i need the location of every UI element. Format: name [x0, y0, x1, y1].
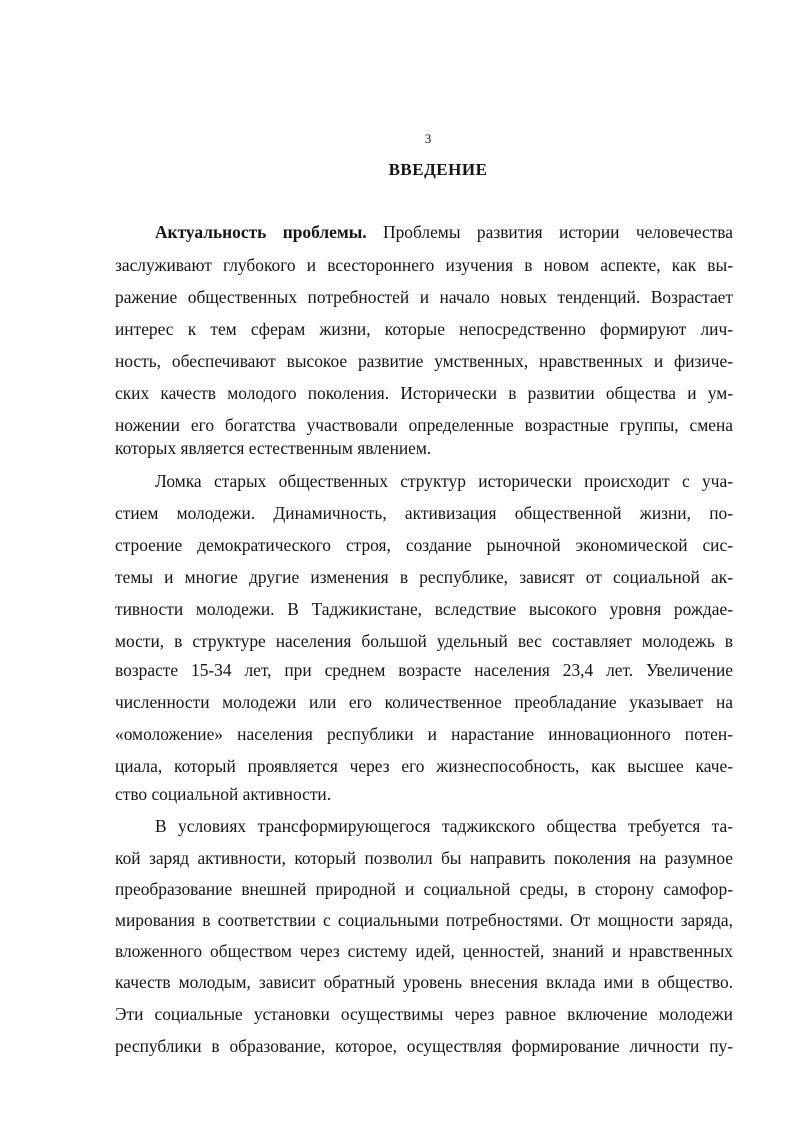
paragraph-1-line: интерес к тем сферам жизни, которые непосредственно формируют лич- — [115, 319, 733, 339]
paragraph-3-line: мирования в соответствии с социальными потребностями. От мощности заряда, — [115, 910, 733, 930]
paragraph-1-line: которых является естественным явлением. — [115, 438, 432, 458]
paragraph-1-line-1 — [155, 221, 733, 243]
paragraph-1-line: заслуживают глубокого и всестороннего изучения в новом аспекте, как вы- — [115, 255, 733, 275]
paragraph-3-line: вложенного обществом через систему идей, ценностей, знаний и нравственных — [115, 941, 733, 961]
paragraph-3-line: кой заряд активности, который позволил бы направить поколения на разумное — [115, 848, 733, 868]
paragraph-2-line: ство социальной активности. — [115, 784, 332, 804]
paragraph-3-line: преобразование внешней природной и социальной среды, в сторону самофор- — [115, 879, 733, 899]
paragraph-2-line: стием молодежи. Динамичность, активизация общественной жизни, по- — [115, 503, 733, 523]
paragraph-1-line: ножении его богатства участвовали определенные возрастные группы, смена — [115, 415, 733, 435]
paragraph-1-line-1-text: Проблемы развития истории человечества — [366, 222, 733, 242]
paragraph-1-line: ских качеств молодого поколения. Исторически в развитии общества и ум- — [115, 383, 733, 403]
paragraph-2-line: возрасте 15-34 лет, при среднем возрасте населения 23,4 лет. Увеличение — [115, 660, 733, 680]
page-number: 3 — [424, 131, 432, 146]
paragraph-2-line: строение демократического строя, создание рыночной экономической сис- — [115, 535, 733, 555]
paragraph-1-line: ражение общественных потребностей и начало новых тенденций. Возрастает — [115, 287, 733, 307]
paragraph-2-line: численности молодежи или его количественное преобладание указывает на — [115, 692, 733, 712]
paragraph-2-line: циала, который проявляется через его жизнеспособность, как высшее каче- — [115, 756, 733, 776]
paragraph-2-line: темы и многие другие изменения в республике, зависят от социальной ак- — [115, 567, 733, 587]
paragraph-3-line: качеств молодым, зависит обратный уровень внесения вклада ими в общество. — [115, 972, 733, 992]
paragraph-2-line: Ломка старых общественных структур исторически происходит с уча- — [155, 471, 733, 491]
paragraph-2-line: мости, в структуре населения большой удельный вес составляет молодежь в — [115, 631, 733, 651]
paragraph-1-line: ность, обеспечивают высокое развитие умственных, нравственных и физиче- — [115, 351, 733, 371]
paragraph-2-line: «омоложение» населения республики и нарастание инновационного потен- — [115, 724, 733, 744]
paragraph-3-line: республики в образование, которое, осуществляя формирование личности пу- — [115, 1036, 733, 1056]
paragraph-3-line: В условиях трансформирующегося таджикского общества требуется та- — [155, 816, 733, 836]
paragraph-2-line: тивности молодежи. В Таджикистане, вследствие высокого уровня рождае- — [115, 599, 733, 619]
page-title: ВВЕДЕНИЕ — [388, 160, 488, 179]
lead-heading: Актуальность проблемы. — [155, 222, 367, 242]
paragraph-3-line: Эти социальные установки осуществимы через равное включение молодежи — [115, 1004, 733, 1024]
